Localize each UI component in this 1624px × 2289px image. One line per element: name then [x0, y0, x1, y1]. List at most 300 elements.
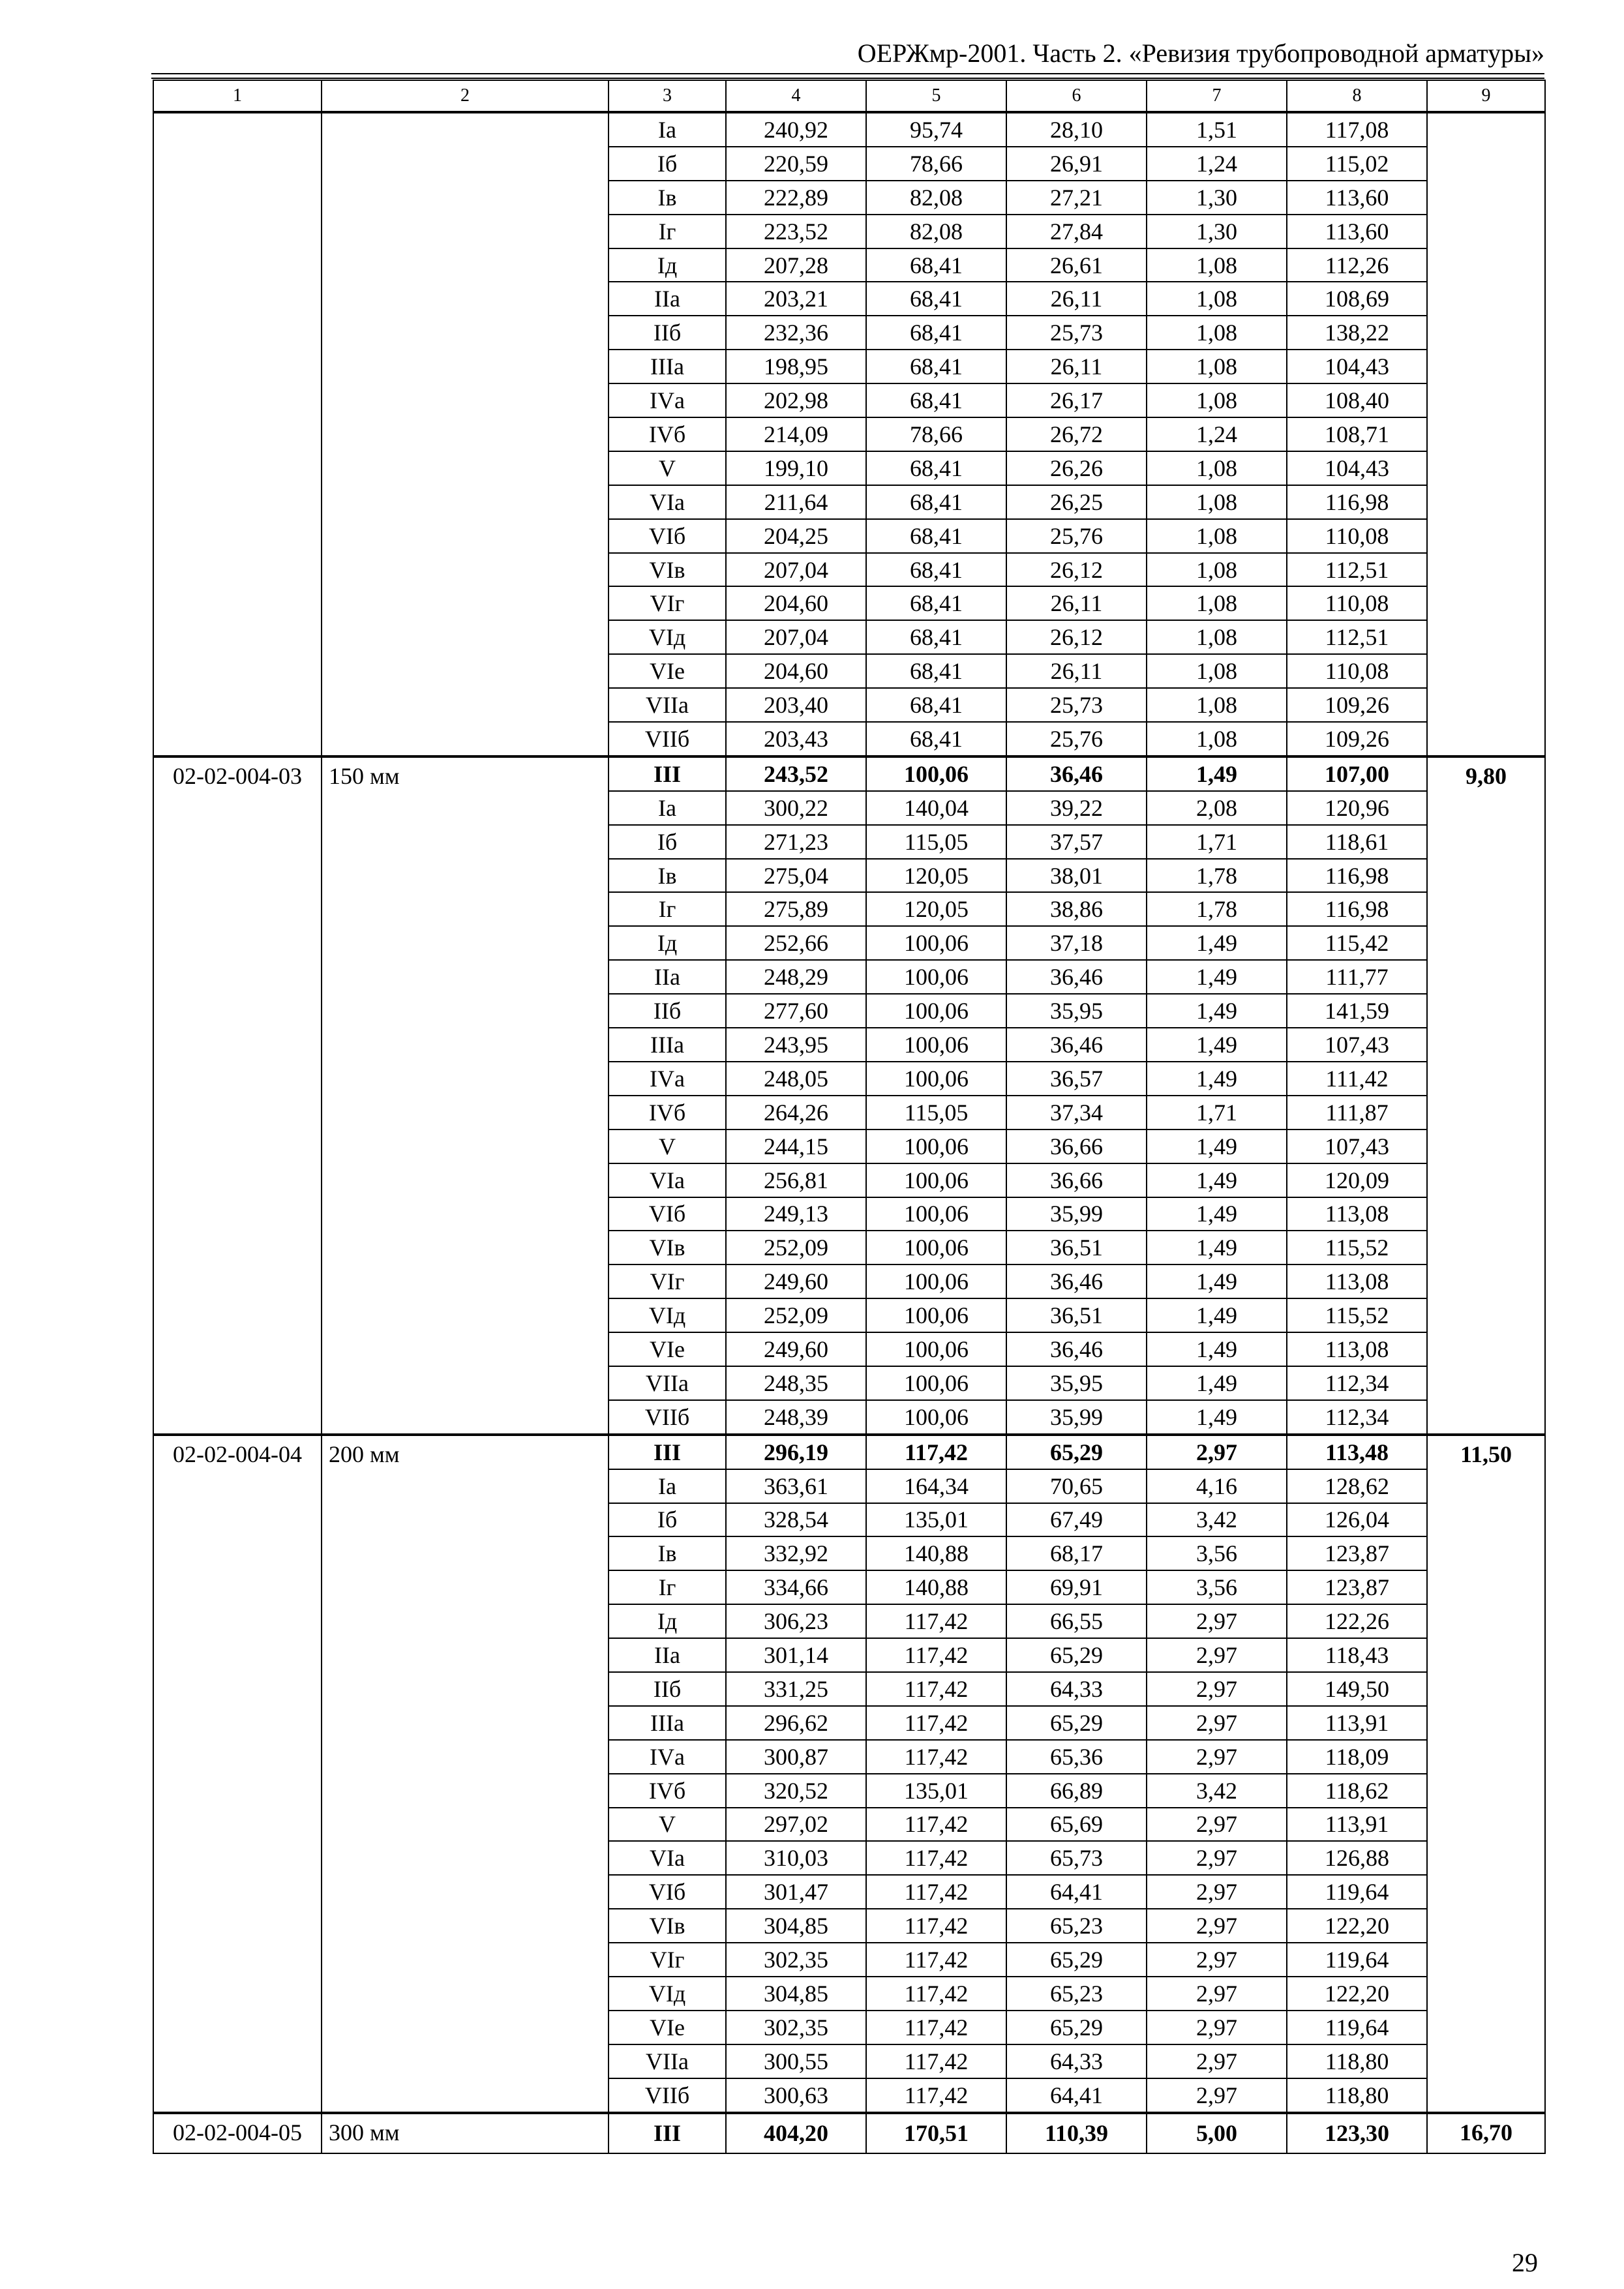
- table-cell: 1,08: [1147, 722, 1287, 756]
- table-cell: 2,97: [1147, 1977, 1287, 2011]
- table-cell: 1,49: [1147, 1332, 1287, 1366]
- table-cell: 199,10: [726, 451, 866, 485]
- table-cell: 104,43: [1287, 350, 1427, 383]
- table-cell: 2,97: [1147, 2078, 1287, 2113]
- rate-name: [322, 112, 609, 756]
- table-cell: 2,97: [1147, 1672, 1287, 1706]
- table-cell: 123,87: [1287, 1570, 1427, 1604]
- table-cell: VIд: [609, 620, 726, 654]
- table-cell: 204,25: [726, 519, 866, 553]
- table-cell: 275,89: [726, 892, 866, 926]
- table-cell: 271,23: [726, 825, 866, 859]
- table-cell: 211,64: [726, 485, 866, 519]
- table-cell: 240,92: [726, 112, 866, 147]
- table-cell: 2,97: [1147, 1875, 1287, 1909]
- table-cell: VIIа: [609, 688, 726, 722]
- table-cell: 65,29: [1006, 1638, 1147, 1672]
- table-cell: 1,49: [1147, 1062, 1287, 1096]
- table-cell: 244,15: [726, 1130, 866, 1163]
- table-cell: III: [609, 756, 726, 791]
- table-cell: 37,34: [1006, 1096, 1147, 1130]
- table-cell: 26,12: [1006, 553, 1147, 587]
- table-cell: Iа: [609, 112, 726, 147]
- table-cell: 118,80: [1287, 2078, 1427, 2113]
- table-cell: 1,49: [1147, 1130, 1287, 1163]
- table-cell: 68,41: [866, 282, 1006, 316]
- table-cell: 68,41: [866, 722, 1006, 756]
- table-cell: 3,42: [1147, 1774, 1287, 1808]
- column-number: 9: [1427, 80, 1545, 112]
- table-cell: 26,11: [1006, 654, 1147, 688]
- table-cell: 117,42: [866, 2078, 1006, 2113]
- table-cell: 107,43: [1287, 1028, 1427, 1062]
- col9-value: 16,70: [1427, 2113, 1545, 2154]
- table-cell: 252,09: [726, 1298, 866, 1332]
- table-cell: 68,41: [866, 519, 1006, 553]
- table-cell: 27,21: [1006, 181, 1147, 215]
- table-cell: VIв: [609, 1231, 726, 1264]
- table-cell: 2,97: [1147, 1808, 1287, 1842]
- table-cell: 123,87: [1287, 1536, 1427, 1570]
- table-cell: 36,51: [1006, 1231, 1147, 1264]
- table-cell: 25,73: [1006, 316, 1147, 350]
- table-cell: 1,49: [1147, 960, 1287, 994]
- table-cell: VIб: [609, 1197, 726, 1231]
- table-cell: 112,51: [1287, 553, 1427, 587]
- table-cell: 100,06: [866, 1400, 1006, 1435]
- table-cell: 117,42: [866, 1909, 1006, 1943]
- table-cell: VIв: [609, 1909, 726, 1943]
- table-cell: 1,49: [1147, 756, 1287, 791]
- table-cell: 119,64: [1287, 2011, 1427, 2044]
- table-cell: 248,29: [726, 960, 866, 994]
- table-cell: 2,97: [1147, 1909, 1287, 1943]
- table-cell: 300,87: [726, 1740, 866, 1774]
- table-cell: 36,46: [1006, 960, 1147, 994]
- table-cell: Iв: [609, 1536, 726, 1570]
- table-cell: 128,62: [1287, 1469, 1427, 1503]
- table-cell: 304,85: [726, 1977, 866, 2011]
- table-cell: 64,33: [1006, 2044, 1147, 2078]
- table-cell: 68,41: [866, 383, 1006, 417]
- table-cell: 68,41: [866, 485, 1006, 519]
- table-cell: 331,25: [726, 1672, 866, 1706]
- table-cell: III: [609, 2113, 726, 2154]
- table-cell: IIб: [609, 316, 726, 350]
- table-cell: VIг: [609, 586, 726, 620]
- table-cell: 36,46: [1006, 1028, 1147, 1062]
- table-cell: 26,11: [1006, 586, 1147, 620]
- table-cell: VIе: [609, 654, 726, 688]
- table-cell: 1,08: [1147, 654, 1287, 688]
- table-cell: 126,88: [1287, 1841, 1427, 1875]
- table-cell: 304,85: [726, 1909, 866, 1943]
- table-cell: 1,30: [1147, 181, 1287, 215]
- table-cell: 4,16: [1147, 1469, 1287, 1503]
- table-cell: 109,26: [1287, 688, 1427, 722]
- table-cell: 252,66: [726, 926, 866, 960]
- table-cell: 115,42: [1287, 926, 1427, 960]
- table-cell: 113,48: [1287, 1435, 1427, 1469]
- table-row: [153, 112, 1545, 147]
- table-cell: 107,00: [1287, 756, 1427, 791]
- table-cell: 300,55: [726, 2044, 866, 2078]
- table-cell: 248,39: [726, 1400, 866, 1435]
- table-cell: VIб: [609, 1875, 726, 1909]
- table-cell: 2,97: [1147, 1604, 1287, 1638]
- table-cell: 68,41: [866, 586, 1006, 620]
- table-cell: IIIа: [609, 1706, 726, 1740]
- table-cell: 115,05: [866, 1096, 1006, 1130]
- table-cell: 1,49: [1147, 1366, 1287, 1400]
- column-number: 4: [726, 80, 866, 112]
- table-cell: 115,05: [866, 825, 1006, 859]
- table-cell: 275,04: [726, 859, 866, 893]
- table-cell: VIIб: [609, 2078, 726, 2113]
- rate-code: 02-02-004-05: [153, 2113, 322, 2154]
- table-cell: Iд: [609, 248, 726, 282]
- table-cell: 164,34: [866, 1469, 1006, 1503]
- table-cell: 207,04: [726, 553, 866, 587]
- table-cell: 118,43: [1287, 1638, 1427, 1672]
- table-cell: 1,08: [1147, 688, 1287, 722]
- rates-table: [153, 80, 1546, 2154]
- table-cell: Iг: [609, 892, 726, 926]
- table-cell: 25,73: [1006, 688, 1147, 722]
- table-cell: 117,42: [866, 1706, 1006, 1740]
- table-cell: 232,36: [726, 316, 866, 350]
- table-cell: IIб: [609, 994, 726, 1028]
- table-cell: 249,60: [726, 1332, 866, 1366]
- table-cell: 66,55: [1006, 1604, 1147, 1638]
- table-cell: 203,21: [726, 282, 866, 316]
- table-row-main: [153, 1435, 1545, 1469]
- table-cell: 117,42: [866, 2044, 1006, 2078]
- col9-value: 11,50: [1427, 1435, 1545, 2113]
- table-cell: 2,97: [1147, 2011, 1287, 2044]
- table-cell: Iб: [609, 1503, 726, 1537]
- table-cell: 104,43: [1287, 451, 1427, 485]
- table-cell: 110,39: [1006, 2113, 1147, 2154]
- table-cell: VIб: [609, 519, 726, 553]
- table-cell: 26,11: [1006, 282, 1147, 316]
- table-cell: 26,61: [1006, 248, 1147, 282]
- table-cell: 138,22: [1287, 316, 1427, 350]
- header-rule-bottom: [151, 78, 1544, 79]
- table-cell: 1,08: [1147, 350, 1287, 383]
- table-cell: 296,62: [726, 1706, 866, 1740]
- table-cell: 1,08: [1147, 519, 1287, 553]
- table-cell: 100,06: [866, 1130, 1006, 1163]
- table-cell: 2,97: [1147, 1435, 1287, 1469]
- table-cell: 1,49: [1147, 1197, 1287, 1231]
- table-cell: 64,33: [1006, 1672, 1147, 1706]
- table-cell: 100,06: [866, 1366, 1006, 1400]
- table-cell: 110,08: [1287, 586, 1427, 620]
- table-cell: Iд: [609, 1604, 726, 1638]
- table-cell: VIа: [609, 1163, 726, 1197]
- table-cell: 203,40: [726, 688, 866, 722]
- table-cell: 170,51: [866, 2113, 1006, 2154]
- table-cell: 2,97: [1147, 1841, 1287, 1875]
- table-cell: 69,91: [1006, 1570, 1147, 1604]
- table-cell: 119,64: [1287, 1943, 1427, 1977]
- table-cell: Iб: [609, 147, 726, 181]
- table-cell: 65,73: [1006, 1841, 1147, 1875]
- table-cell: 277,60: [726, 994, 866, 1028]
- table-cell: 204,60: [726, 654, 866, 688]
- table-cell: 113,60: [1287, 181, 1427, 215]
- column-number: 7: [1147, 80, 1287, 112]
- table-cell: 2,97: [1147, 2044, 1287, 2078]
- table-cell: IVб: [609, 417, 726, 451]
- table-cell: 68,41: [866, 350, 1006, 383]
- table-cell: VIг: [609, 1943, 726, 1977]
- table-cell: 5,00: [1147, 2113, 1287, 2154]
- table-cell: 204,60: [726, 586, 866, 620]
- table-cell: 126,04: [1287, 1503, 1427, 1537]
- table-cell: Iв: [609, 859, 726, 893]
- column-number: 2: [322, 80, 609, 112]
- column-number: 6: [1006, 80, 1147, 112]
- table-cell: 115,02: [1287, 147, 1427, 181]
- table-cell: VIIб: [609, 1400, 726, 1435]
- table-cell: 65,29: [1006, 2011, 1147, 2044]
- table-cell: 26,72: [1006, 417, 1147, 451]
- table-cell: 26,26: [1006, 451, 1147, 485]
- table-cell: 68,41: [866, 620, 1006, 654]
- table-cell: 1,08: [1147, 451, 1287, 485]
- table-cell: 120,05: [866, 859, 1006, 893]
- table-cell: 108,40: [1287, 383, 1427, 417]
- table-cell: 1,08: [1147, 282, 1287, 316]
- table-cell: 26,11: [1006, 350, 1147, 383]
- table-cell: IIIа: [609, 1028, 726, 1062]
- rate-name: 150 мм: [322, 756, 609, 1435]
- table-cell: 248,35: [726, 1366, 866, 1400]
- table-cell: IIб: [609, 1672, 726, 1706]
- table-cell: 95,74: [866, 112, 1006, 147]
- table-cell: 26,17: [1006, 383, 1147, 417]
- table-cell: 115,52: [1287, 1298, 1427, 1332]
- table-cell: IIа: [609, 282, 726, 316]
- table-cell: 100,06: [866, 926, 1006, 960]
- table-cell: 118,62: [1287, 1774, 1427, 1808]
- table-cell: 78,66: [866, 417, 1006, 451]
- table-cell: 112,26: [1287, 248, 1427, 282]
- table-cell: 37,57: [1006, 825, 1147, 859]
- table-cell: 68,17: [1006, 1536, 1147, 1570]
- column-number-row: [153, 80, 1545, 112]
- table-cell: 25,76: [1006, 519, 1147, 553]
- table-cell: 112,51: [1287, 620, 1427, 654]
- table-cell: 249,60: [726, 1264, 866, 1298]
- table-cell: 112,34: [1287, 1366, 1427, 1400]
- table-cell: 68,41: [866, 654, 1006, 688]
- table-cell: 297,02: [726, 1808, 866, 1842]
- table-cell: 25,76: [1006, 722, 1147, 756]
- table-cell: 35,95: [1006, 994, 1147, 1028]
- table-cell: 1,30: [1147, 215, 1287, 248]
- table-cell: Iа: [609, 1469, 726, 1503]
- column-number: 1: [153, 80, 322, 112]
- table-cell: 100,06: [866, 1062, 1006, 1096]
- table-cell: 203,43: [726, 722, 866, 756]
- col9-value: 9,80: [1427, 756, 1545, 1435]
- table-cell: 28,10: [1006, 112, 1147, 147]
- table-cell: 301,14: [726, 1638, 866, 1672]
- table-cell: IVа: [609, 1740, 726, 1774]
- table-cell: 117,42: [866, 1604, 1006, 1638]
- column-number: 3: [609, 80, 726, 112]
- table-cell: 243,52: [726, 756, 866, 791]
- table-cell: 65,29: [1006, 1435, 1147, 1469]
- table-cell: 117,42: [866, 1435, 1006, 1469]
- table-cell: 301,47: [726, 1875, 866, 1909]
- table-cell: V: [609, 1130, 726, 1163]
- table-cell: 1,51: [1147, 112, 1287, 147]
- table-cell: 100,06: [866, 1163, 1006, 1197]
- table-cell: 35,95: [1006, 1366, 1147, 1400]
- table-cell: 68,41: [866, 451, 1006, 485]
- table-cell: 334,66: [726, 1570, 866, 1604]
- table-cell: 64,41: [1006, 1875, 1147, 1909]
- table-cell: 363,61: [726, 1469, 866, 1503]
- table-cell: 82,08: [866, 181, 1006, 215]
- table-cell: 68,41: [866, 688, 1006, 722]
- table-cell: 220,59: [726, 147, 866, 181]
- table-cell: 100,06: [866, 1298, 1006, 1332]
- table-cell: 117,42: [866, 1672, 1006, 1706]
- table-cell: Iг: [609, 215, 726, 248]
- table-cell: 116,98: [1287, 485, 1427, 519]
- table-cell: 65,29: [1006, 1706, 1147, 1740]
- table-cell: 100,06: [866, 1264, 1006, 1298]
- table-cell: VIд: [609, 1977, 726, 2011]
- table-cell: V: [609, 1808, 726, 1842]
- table-cell: 1,08: [1147, 620, 1287, 654]
- table-cell: 296,19: [726, 1435, 866, 1469]
- table-cell: 1,08: [1147, 553, 1287, 587]
- table-cell: 100,06: [866, 756, 1006, 791]
- table-cell: VIг: [609, 1264, 726, 1298]
- table-cell: 78,66: [866, 147, 1006, 181]
- table-cell: 113,60: [1287, 215, 1427, 248]
- table-cell: 120,09: [1287, 1163, 1427, 1197]
- rate-name: 300 мм: [322, 2113, 609, 2154]
- table-cell: 306,23: [726, 1604, 866, 1638]
- table-cell: 100,06: [866, 994, 1006, 1028]
- table-cell: Iг: [609, 1570, 726, 1604]
- table-cell: 140,04: [866, 791, 1006, 825]
- table-cell: Iб: [609, 825, 726, 859]
- table-cell: 38,01: [1006, 859, 1147, 893]
- table-cell: 1,71: [1147, 1096, 1287, 1130]
- table-cell: 3,56: [1147, 1536, 1287, 1570]
- table-cell: 117,42: [866, 1638, 1006, 1672]
- table-cell: 35,99: [1006, 1400, 1147, 1435]
- table-cell: 3,42: [1147, 1503, 1287, 1537]
- table-cell: 214,09: [726, 417, 866, 451]
- table-cell: 66,89: [1006, 1774, 1147, 1808]
- table-cell: VIд: [609, 1298, 726, 1332]
- table-cell: 300,63: [726, 2078, 866, 2113]
- table-cell: Iа: [609, 791, 726, 825]
- column-number: 5: [866, 80, 1006, 112]
- table-cell: 1,49: [1147, 1264, 1287, 1298]
- table-cell: 256,81: [726, 1163, 866, 1197]
- table-cell: 117,42: [866, 1875, 1006, 1909]
- table-cell: 36,46: [1006, 1332, 1147, 1366]
- table-cell: 38,86: [1006, 892, 1147, 926]
- table-cell: IIа: [609, 960, 726, 994]
- table-cell: 264,26: [726, 1096, 866, 1130]
- table-cell: 1,49: [1147, 1163, 1287, 1197]
- table-cell: 110,08: [1287, 654, 1427, 688]
- table-cell: 27,84: [1006, 215, 1147, 248]
- table-cell: 26,25: [1006, 485, 1147, 519]
- table-cell: 123,30: [1287, 2113, 1427, 2154]
- table-cell: 100,06: [866, 1332, 1006, 1366]
- table-cell: 111,87: [1287, 1096, 1427, 1130]
- table-cell: 65,23: [1006, 1909, 1147, 1943]
- table-cell: 141,59: [1287, 994, 1427, 1028]
- table-cell: Iв: [609, 181, 726, 215]
- table-cell: IIIа: [609, 350, 726, 383]
- table-cell: 120,96: [1287, 791, 1427, 825]
- table-cell: 68,41: [866, 553, 1006, 587]
- table-cell: 1,08: [1147, 248, 1287, 282]
- table-cell: Iд: [609, 926, 726, 960]
- table-row-main: [153, 756, 1545, 791]
- table-cell: 1,49: [1147, 1298, 1287, 1332]
- table-cell: IVа: [609, 383, 726, 417]
- table-cell: 207,28: [726, 248, 866, 282]
- table-cell: 100,06: [866, 1231, 1006, 1264]
- table-cell: 3,56: [1147, 1570, 1287, 1604]
- table-cell: 100,06: [866, 1028, 1006, 1062]
- table-cell: VIе: [609, 1332, 726, 1366]
- table-cell: 2,97: [1147, 1740, 1287, 1774]
- table-cell: 39,22: [1006, 791, 1147, 825]
- running-header: ОЕРЖмр-2001. Часть 2. «Ревизия трубопроводной арматуры»: [857, 38, 1544, 68]
- table-cell: 109,26: [1287, 722, 1427, 756]
- table-cell: 320,52: [726, 1774, 866, 1808]
- table-cell: 68,41: [866, 248, 1006, 282]
- table-cell: 248,05: [726, 1062, 866, 1096]
- table-cell: 117,42: [866, 1977, 1006, 2011]
- table-cell: 1,49: [1147, 1400, 1287, 1435]
- table-cell: 222,89: [726, 181, 866, 215]
- rate-code: [153, 112, 322, 756]
- table-cell: VIIб: [609, 722, 726, 756]
- table-cell: 100,06: [866, 1197, 1006, 1231]
- table-cell: 1,08: [1147, 586, 1287, 620]
- table-cell: 36,51: [1006, 1298, 1147, 1332]
- table-cell: 249,13: [726, 1197, 866, 1231]
- table-cell: VIа: [609, 485, 726, 519]
- table-cell: VIIа: [609, 2044, 726, 2078]
- table-cell: 111,42: [1287, 1062, 1427, 1096]
- rate-name: 200 мм: [322, 1435, 609, 2113]
- table-cell: 243,95: [726, 1028, 866, 1062]
- table-cell: 36,66: [1006, 1163, 1147, 1197]
- table-cell: 113,91: [1287, 1706, 1427, 1740]
- rate-code: 02-02-004-03: [153, 756, 322, 1435]
- table-cell: 26,12: [1006, 620, 1147, 654]
- col9-value: [1427, 112, 1545, 756]
- table-cell: 119,64: [1287, 1875, 1427, 1909]
